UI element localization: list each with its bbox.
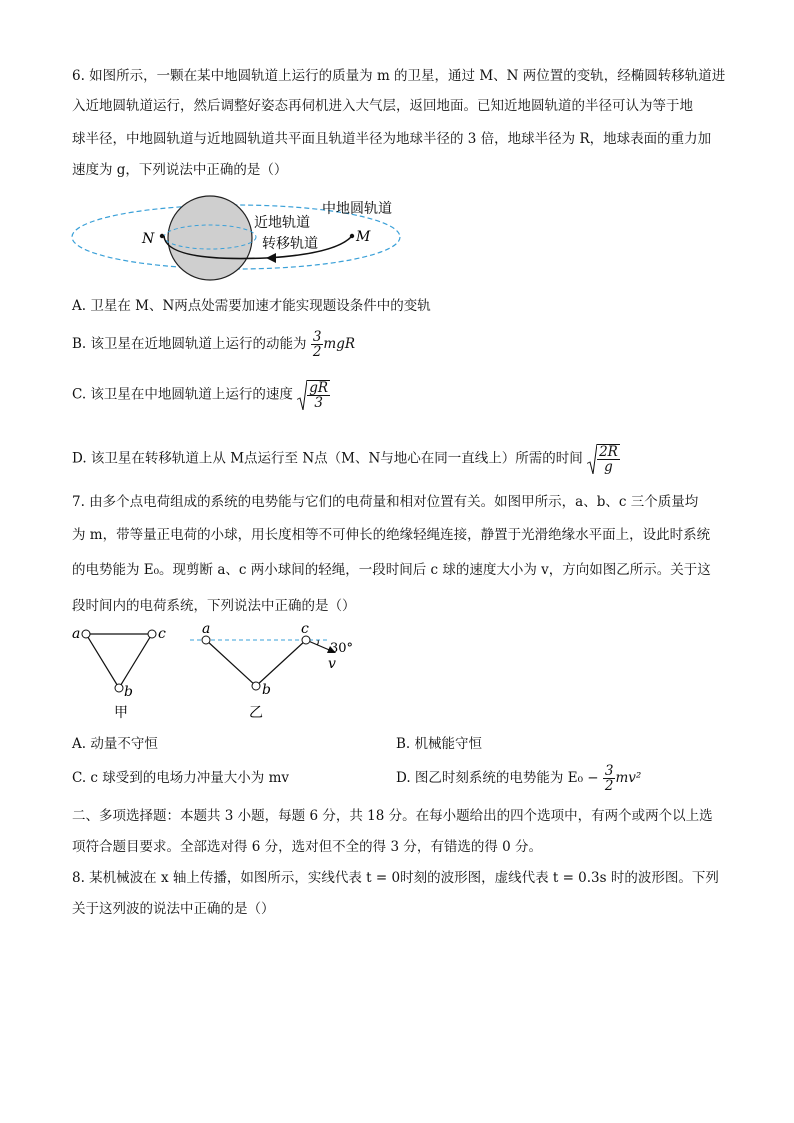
q7-d-num: 3 [604, 763, 614, 779]
transfer-arrow [266, 253, 276, 263]
label-N: N [142, 231, 155, 247]
label-b-right: b [262, 682, 271, 698]
point-N-dot [160, 234, 164, 238]
q7-option-d-fraction [603, 764, 616, 793]
q6-b-num: 3 [312, 329, 322, 345]
label-mid-orbit: 中地圆轨道 [322, 201, 392, 217]
q6-option-b [72, 330, 355, 359]
q6-option-c-text: C. 该卫星在中地圆轨道上运行的速度 [72, 386, 293, 403]
q7-option-d-tail: mv² [615, 770, 642, 786]
label-c-right: c [301, 622, 309, 637]
q6-option-d [72, 444, 620, 474]
q7-charges-figure [66, 622, 376, 722]
q6-c-num: gR [309, 380, 329, 396]
q6-c-den: 3 [314, 395, 323, 411]
q6-d-num: 2R [599, 444, 618, 460]
q7-option-d [396, 764, 641, 793]
ball-a-right [202, 636, 210, 644]
angle-arc [317, 640, 318, 645]
earth-circle [168, 196, 252, 280]
rope-cb [119, 634, 152, 688]
q7-line-2: 为 m，带等量正电荷的小球，用长度相等不可伸长的绝缘轻绳连接，静置于光滑绝缘水平面上，设此时系统 [72, 527, 711, 543]
ball-b-left [115, 684, 123, 692]
label-transfer-orbit: 转移轨道 [262, 236, 318, 252]
q7-d-den: 2 [604, 778, 614, 794]
point-M-dot [350, 234, 354, 238]
q8-line-1: 8. 某机械波在 x 轴上传播，如图所示，实线代表 t = 0时刻的波形图，虚线代表 t = 0.3s 时的波形图。下列 [72, 870, 719, 886]
q7-line-3: 的电势能为 E₀。现剪断 a、c 两小球间的轻绳，一段时间后 c 球的速度大小为 v，方向如图乙所示。关于这 [72, 562, 711, 578]
q7-option-d-text: D. 图乙时刻系统的电势能为 E₀ − [396, 770, 599, 786]
q6-d-den: g [604, 459, 613, 475]
label-a-right: a [202, 622, 211, 637]
q6-line-1: 6. 如图所示，一颗在某中地圆轨道上运行的质量为 m 的卫星，通过 M、N 两位置的变轨，经椭圆转移轨道进 [72, 68, 726, 84]
q6-line-3: 球半径，中地圆轨道与近地圆轨道共平面且轨道半径为地球半径的 3 倍，地球半径为 R，地球表面的重力加 [72, 131, 712, 147]
ball-a-left [82, 630, 90, 638]
q6-option-b-fraction [311, 330, 324, 359]
q6-line-4: 速度为 g，下列说法中正确的是（） [72, 162, 288, 178]
label-v: v [328, 656, 336, 672]
ball-c-left [148, 630, 156, 638]
rope-ab [86, 634, 119, 688]
q6-orbit-figure [66, 192, 406, 284]
q6-option-d-text: D. 该卫星在转移轨道上从 M点运行至 N点（M、N与地心在同一直线上）所需的时间 [72, 450, 583, 467]
section2-line-2: 项符合题目要求。全部选对得 6 分，选对但不全的得 3 分，有错选的得 0 分。 [72, 839, 543, 855]
ball-b-right [252, 682, 260, 690]
q8-line-2: 关于这列波的说法中正确的是（） [72, 901, 275, 917]
rope-bc-right [256, 640, 306, 686]
q7-line-4: 段时间内的电荷系统，下列说法中正确的是（） [72, 598, 356, 614]
section2-line-1: 二、多项选择题：本题共 3 小题，每题 6 分，共 18 分。在每小题给出的四个选项中，有两个或两个以上选 [72, 808, 713, 824]
q7-option-b: B. 机械能守恒 [396, 736, 483, 752]
label-b-left: b [124, 684, 133, 700]
ball-c-right [302, 636, 310, 644]
label-near-orbit: 近地轨道 [254, 215, 310, 231]
q6-option-c [72, 380, 330, 410]
label-c-left: c [158, 626, 166, 642]
q6-option-b-tail: mgR [323, 336, 356, 352]
q6-option-d-sqrt [587, 444, 620, 474]
q6-b-den: 2 [312, 344, 322, 360]
q6-line-2: 入近地圆轨道运行，然后调整好姿态再伺机进入大气层，返回地面。已知近地圆轨道的半径可认为等于地 [72, 98, 693, 114]
q7-option-a: A. 动量不守恒 [72, 736, 158, 752]
rope-ab-right [206, 640, 256, 686]
q6-option-b-text: B. 该卫星在近地圆轨道上运行的动能为 [72, 336, 307, 352]
label-a-left: a [72, 626, 81, 642]
label-M: M [356, 229, 371, 245]
q6-option-a: A. 卫星在 M、N两点处需要加速才能实现题设条件中的变轨 [72, 298, 431, 314]
q7-line-1: 7. 由多个点电荷组成的系统的电势能与它们的电荷量和相对位置有关。如图甲所示，a、b、c 三个质量均 [72, 494, 699, 510]
label-angle: 30° [330, 641, 354, 656]
q6-option-c-sqrt [297, 380, 330, 410]
q7-option-c: C. c 球受到的电场力冲量大小为 mv [72, 770, 290, 786]
caption-yi: 乙 [249, 705, 263, 721]
caption-jia: 甲 [114, 705, 128, 721]
